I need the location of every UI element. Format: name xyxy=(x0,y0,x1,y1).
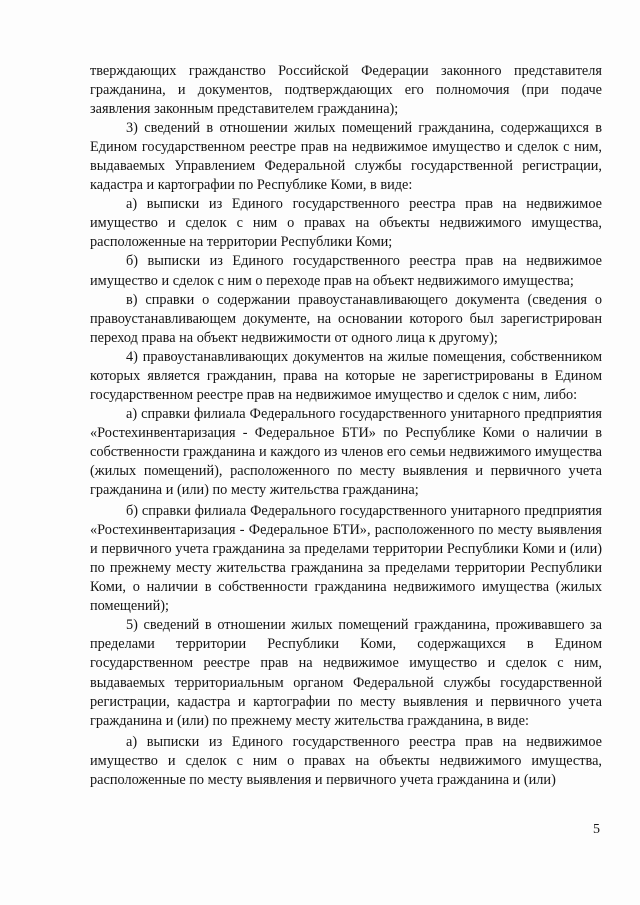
paragraph-item-4: 4) правоустанавливающих документов на жилые помещения, собственником которых является гражданин, права на которые не зарегистрированы в Едином государственном реестре прав на недвижимое имущество и сделок с ним, либо: xyxy=(90,348,602,403)
paragraph-item-3b: б) выписки из Единого государственного реестра прав на недвижимое имущество и сделок с ним о переходе прав на объект недвижимого имущества; xyxy=(90,253,602,289)
paragraph-item-3c: в) справки о содержании правоустанавливающего документа (сведения о правоустанавливающем документе, на основании которого был зарегистрирован переход права на объект недвижимости от одного лица к другому); xyxy=(90,291,602,346)
paragraph-continuation: тверждающих гражданство Российской Федерации законного представителя гражданина, и документов, подтверждающих его полномочия (при подаче заявления законным представителем гражданина); xyxy=(90,63,602,118)
paragraph-item-3: 3) сведений в отношении жилых помещений гражданина, содержащихся в Едином государственном реестре прав на недвижимое имущество и сделок с ним, выдаваемых Управлением Федеральной службы государственной регистрации, кадастра и картографии по Республике Коми, в виде: xyxy=(90,120,602,194)
page-number: 5 xyxy=(593,822,600,837)
document-body xyxy=(90,62,602,790)
paragraph-item-5a: а) выписки из Единого государственного реестра прав на недвижимое имущество и сделок с ним о правах на объекты недвижимого имущества, расположенные по месту выявления и первичного учета гражданина и (или) xyxy=(90,733,602,788)
paragraph-item-3a: а) выписки из Единого государственного реестра прав на недвижимое имущество и сделок с ним о правах на объекты недвижимого имущества, расположенные на территории Республики Коми; xyxy=(90,196,602,251)
paragraph-item-5: 5) сведений в отношении жилых помещений гражданина, проживавшего за пределами территории Республики Коми, содержащихся в Едином государственном реестре прав на недвижимое имущество и сделок с ним, выдаваемых территориальным органом Федеральной службы государственной регистрации, кадастра и картографии по месту выявления и первичного учета гражданина и (или) по прежнему месту жительства гражданина, в виде: xyxy=(90,617,602,729)
paragraph-item-4b: б) справки филиала Федерального государственного унитарного предприятия «Ростехинвентаризация - Федеральное БТИ», расположенного по месту выявления и первичного учета гражданина за пределами территории Республики Коми и (или) по прежнему месту жительства гражданина за пределами территории Республики Коми, о наличии в собственности гражданина недвижимого имущества (жилых помещений); xyxy=(90,503,602,615)
paragraph-item-4a: а) справки филиала Федерального государственного унитарного предприятия «Ростехинвентаризация - Федеральное БТИ» по Республике Коми о наличии в собственности гражданина и каждого из членов его семьи недвижимого имущества (жилых помещений), расположенного по месту выявления и первичного учета гражданина и (или) по месту жительства гражданина; xyxy=(90,405,602,499)
